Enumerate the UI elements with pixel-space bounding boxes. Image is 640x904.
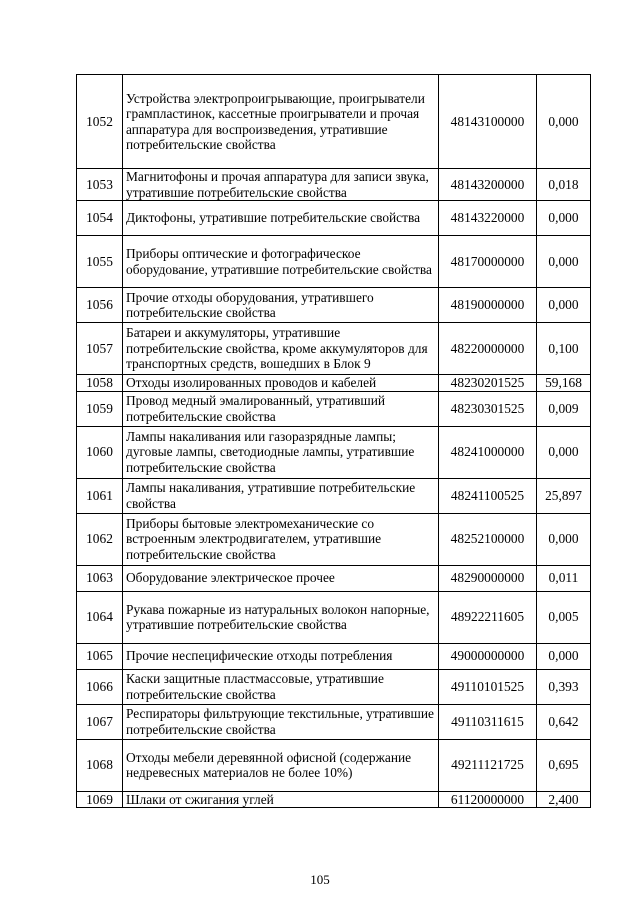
waste-name: Респираторы фильтрующие текстильные, утратившие потребительские свойства bbox=[123, 704, 439, 739]
table-row bbox=[77, 791, 591, 808]
waste-name: Отходы изолированных проводов и кабелей bbox=[123, 375, 439, 392]
fkko-code: 48190000000 bbox=[439, 288, 537, 323]
row-number: 1061 bbox=[77, 478, 123, 513]
row-number: 1054 bbox=[77, 201, 123, 236]
row-number: 1059 bbox=[77, 391, 123, 426]
waste-name: Батареи и аккумуляторы, утратившие потребительские свойства, кроме аккумуляторов для транспортных средств, вошедших в Блок 9 bbox=[123, 323, 439, 375]
fkko-code: 48143100000 bbox=[439, 75, 537, 169]
waste-amount: 0,000 bbox=[537, 236, 591, 288]
row-number: 1058 bbox=[77, 375, 123, 392]
waste-amount: 0,000 bbox=[537, 288, 591, 323]
waste-amount: 0,000 bbox=[537, 75, 591, 169]
waste-amount: 2,400 bbox=[537, 791, 591, 808]
row-number: 1069 bbox=[77, 791, 123, 808]
waste-amount: 0,642 bbox=[537, 704, 591, 739]
fkko-code: 48230301525 bbox=[439, 391, 537, 426]
table-row bbox=[77, 391, 591, 426]
waste-name: Лампы накаливания или газоразрядные лампы; дуговые лампы, светодиодные лампы, утратившие потребительские свойства bbox=[123, 426, 439, 478]
fkko-code: 48241000000 bbox=[439, 426, 537, 478]
row-number: 1055 bbox=[77, 236, 123, 288]
table-row bbox=[77, 565, 591, 591]
waste-name: Рукава пожарные из натуральных волокон напорные, утратившие потребительские свойства bbox=[123, 591, 439, 643]
waste-name: Приборы бытовые электромеханические со встроенным электродвигателем, утратившие потребительские свойства bbox=[123, 513, 439, 565]
waste-name: Прочие отходы оборудования, утратившего потребительские свойства bbox=[123, 288, 439, 323]
row-number: 1062 bbox=[77, 513, 123, 565]
row-number: 1068 bbox=[77, 739, 123, 791]
waste-name: Магнитофоны и прочая аппаратура для записи звука, утратившие потребительские свойства bbox=[123, 169, 439, 201]
waste-amount: 0,000 bbox=[537, 426, 591, 478]
table-row bbox=[77, 75, 591, 169]
waste-amount: 0,005 bbox=[537, 591, 591, 643]
row-number: 1064 bbox=[77, 591, 123, 643]
waste-amount: 0,393 bbox=[537, 669, 591, 704]
page-number: 105 bbox=[310, 872, 330, 887]
waste-name: Лампы накаливания, утратившие потребительские свойства bbox=[123, 478, 439, 513]
waste-amount: 25,897 bbox=[537, 478, 591, 513]
table-row bbox=[77, 478, 591, 513]
waste-table-body bbox=[77, 75, 591, 808]
fkko-code: 48170000000 bbox=[439, 236, 537, 288]
table-row bbox=[77, 323, 591, 375]
waste-amount: 59,168 bbox=[537, 375, 591, 392]
fkko-code: 48143220000 bbox=[439, 201, 537, 236]
fkko-code: 48922211605 bbox=[439, 591, 537, 643]
waste-amount: 0,000 bbox=[537, 643, 591, 669]
row-number: 1067 bbox=[77, 704, 123, 739]
waste-name: Отходы мебели деревянной офисной (содержание недревесных материалов не более 10%) bbox=[123, 739, 439, 791]
waste-table bbox=[76, 74, 591, 808]
waste-name: Оборудование электрическое прочее bbox=[123, 565, 439, 591]
row-number: 1053 bbox=[77, 169, 123, 201]
table-row bbox=[77, 201, 591, 236]
row-number: 1065 bbox=[77, 643, 123, 669]
fkko-code: 48290000000 bbox=[439, 565, 537, 591]
row-number: 1052 bbox=[77, 75, 123, 169]
waste-amount: 0,100 bbox=[537, 323, 591, 375]
table-row bbox=[77, 513, 591, 565]
row-number: 1063 bbox=[77, 565, 123, 591]
table-row bbox=[77, 236, 591, 288]
row-number: 1056 bbox=[77, 288, 123, 323]
fkko-code: 49110311615 bbox=[439, 704, 537, 739]
fkko-code: 49110101525 bbox=[439, 669, 537, 704]
row-number: 1057 bbox=[77, 323, 123, 375]
fkko-code: 48241100525 bbox=[439, 478, 537, 513]
waste-amount: 0,695 bbox=[537, 739, 591, 791]
table-row bbox=[77, 669, 591, 704]
waste-name: Устройства электропроигрывающие, проигрыватели грампластинок, кассетные проигрыватели и прочая аппаратура для воспроизведения, утратившие потребительские свойства bbox=[123, 75, 439, 169]
waste-name: Шлаки от сжигания углей bbox=[123, 791, 439, 808]
waste-name: Приборы оптические и фотографическое оборудование, утратившие потребительские свойства bbox=[123, 236, 439, 288]
fkko-code: 61120000000 bbox=[439, 791, 537, 808]
waste-name: Диктофоны, утратившие потребительские свойства bbox=[123, 201, 439, 236]
table-row bbox=[77, 288, 591, 323]
fkko-code: 48143200000 bbox=[439, 169, 537, 201]
waste-amount: 0,000 bbox=[537, 201, 591, 236]
waste-amount: 0,018 bbox=[537, 169, 591, 201]
waste-name: Провод медный эмалированный, утративший потребительские свойства bbox=[123, 391, 439, 426]
table-row bbox=[77, 643, 591, 669]
fkko-code: 48230201525 bbox=[439, 375, 537, 392]
fkko-code: 49000000000 bbox=[439, 643, 537, 669]
waste-amount: 0,011 bbox=[537, 565, 591, 591]
table-row bbox=[77, 739, 591, 791]
table-row bbox=[77, 375, 591, 392]
waste-amount: 0,009 bbox=[537, 391, 591, 426]
fkko-code: 48252100000 bbox=[439, 513, 537, 565]
row-number: 1060 bbox=[77, 426, 123, 478]
fkko-code: 49211121725 bbox=[439, 739, 537, 791]
table-row bbox=[77, 169, 591, 201]
table-row bbox=[77, 704, 591, 739]
waste-name: Каски защитные пластмассовые, утратившие потребительские свойства bbox=[123, 669, 439, 704]
table-row bbox=[77, 426, 591, 478]
fkko-code: 48220000000 bbox=[439, 323, 537, 375]
waste-name: Прочие неспецифические отходы потребления bbox=[123, 643, 439, 669]
waste-amount: 0,000 bbox=[537, 513, 591, 565]
row-number: 1066 bbox=[77, 669, 123, 704]
table-row bbox=[77, 591, 591, 643]
